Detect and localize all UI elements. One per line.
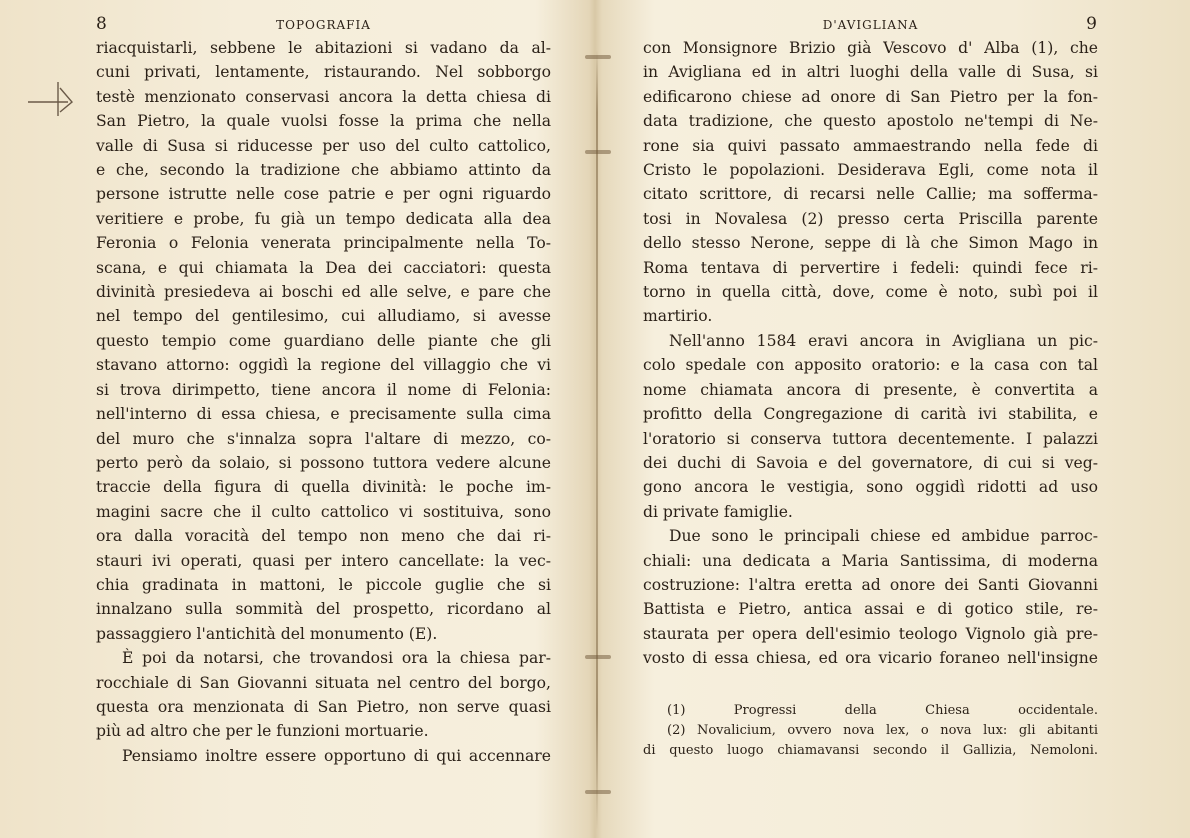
text-line: Pensiamo inoltre essere opportuno di qui accennare — [122, 746, 551, 765]
binding-stitch — [585, 55, 611, 59]
page-number: 8 — [96, 14, 108, 34]
text-line: edificarono chiese ad onore di San Pietro per la fon- — [643, 87, 1098, 106]
text-line: nell'interno di essa chiesa, e precisamente sulla cima — [96, 405, 551, 424]
text-line: rone sia quivi passato ammaestrando nella fede di — [643, 136, 1098, 155]
text-line: stauri ivi operati, quasi per intero cancellate: la vec- — [96, 551, 551, 570]
text-line: chiali: una dedicata a Maria Santissima, di moderna — [643, 551, 1098, 570]
text-line: divinità presiedeva ai boschi ed alle selve, e pare che — [96, 283, 551, 302]
left-page-body — [96, 36, 551, 768]
running-head: D'AVIGLIANA — [822, 18, 919, 32]
text-line: dei duchi di Savoia e del governatore, di cui si veg- — [643, 453, 1098, 472]
text-line: riacquistarli, sebbene le abitazioni si vadano da al- — [96, 39, 551, 57]
text-line: con Monsignore Brizio già Vescovo d' Alba (1), che — [643, 39, 1098, 57]
page-number: 9 — [1086, 14, 1098, 34]
text-line: Due sono le principali chiese ed ambidue parroc- — [669, 527, 1098, 546]
text-line: più ad altro che per le funzioni mortuarie. — [96, 722, 429, 741]
text-line: questa ora menzionata di San Pietro, non serve quasi — [96, 697, 551, 716]
text-line: nel tempo del gentilesimo, cui alludiamo, si avesse — [96, 307, 551, 326]
text-line: chia gradinata in mattoni, le piccole guglie che si — [96, 575, 551, 594]
text-line: tosi in Novalesa (2) presso certa Priscilla parente — [643, 209, 1098, 228]
right-page-header — [643, 14, 1098, 36]
text-line: traccie della figura di quella divinità: le poche im- — [96, 478, 551, 497]
text-line: passaggiero l'antichità del monumento (E). — [96, 624, 438, 643]
text-line: Feronia o Felonia venerata principalmente nella To- — [96, 234, 551, 253]
text-line: Battista e Pietro, antica assai e di gotico stile, re- — [643, 600, 1098, 619]
text-line: costruzione: l'altra eretta ad onore dei Santi Giovanni — [643, 575, 1098, 594]
text-line: Roma tentava di pervertire i fedeli: quindi fece ri- — [643, 258, 1098, 277]
text-line: ora dalla voracità del tempo non meno che dai ri- — [96, 527, 551, 546]
text-line: si trova dirimpetto, tiene ancora il nome di Felonia: — [96, 380, 551, 399]
binding-stitch — [585, 790, 611, 794]
text-line: cuni privati, lentamente, ristaurando. Nel sobborgo — [96, 63, 551, 82]
left-page — [96, 14, 551, 768]
binding-thread — [596, 50, 598, 830]
text-line: magini sacre che il culto cattolico vi sostituiva, sono — [96, 502, 551, 521]
running-head: TOPOGRAFIA — [276, 18, 371, 32]
text-line: martirio. — [643, 307, 713, 326]
text-line: questo tempio come guardiano delle piante che gli — [96, 331, 551, 350]
text-line: citato scrittore, di recarsi nelle Callie; ma soffermа- — [643, 185, 1098, 204]
text-line: gono ancora le vestigia, sono oggidì ridotti ad uso — [643, 478, 1098, 497]
text-line: stavano attorno: oggidì la regione del villaggio che vi — [96, 356, 551, 375]
text-line: nome chiamata ancora di presente, è convertita a — [643, 380, 1098, 399]
text-line: È poi da notarsi, che trovandosi ora la chiesa par- — [122, 649, 551, 668]
text-line: testè menzionato conservasi ancora la detta chiesa di — [96, 87, 551, 106]
text-line: del muro che s'innalza sopra l'altare di mezzo, co- — [96, 429, 551, 448]
text-line: San Pietro, la quale vuolsi fosse la prima che nella — [96, 112, 551, 131]
right-page-body — [643, 36, 1098, 671]
binding-stitch — [585, 150, 611, 154]
text-line: Cristo le popolazioni. Desiderava Egli, come nota il — [643, 161, 1098, 180]
text-line: veritiere e probe, fu già un tempo dedicata alla dea — [96, 209, 551, 228]
text-line: scana, e qui chiamata la Dea dei cacciatori: questa — [96, 258, 551, 277]
footnote: di questo luogo chiamavansi secondo il Gallizia, Nemoloni. — [643, 742, 1098, 758]
text-line: staurata per opera dell'esimio teologo Vignolo già pre- — [643, 624, 1098, 643]
text-line: innalzano sulla sommità del prospetto, ricordano al — [96, 600, 551, 619]
footnote: (1) Progressi della Chiesa occidentale. — [667, 702, 1098, 718]
text-line: vosto di essa chiesa, ed ora vicario foraneo nell'insigne — [643, 649, 1098, 668]
text-line: di private famiglie. — [643, 502, 793, 521]
binding-stitch — [585, 655, 611, 659]
text-line: profitto della Congregazione di carità ivi stabilita, e — [643, 405, 1098, 424]
text-line: torno in quella città, dove, come è noto, subì poi il — [643, 283, 1098, 302]
text-line: in Avigliana ed in altri luoghi della valle di Susa, si — [643, 63, 1098, 82]
text-line: l'oratorio si conserva tuttora decentemente. I palazzi — [643, 429, 1098, 448]
right-page — [643, 14, 1098, 761]
text-line: persone istrutte nelle cose patrie e per ogni riguardo — [96, 185, 551, 204]
text-line: rocchiale di San Giovanni situata nel centro del borgo, — [96, 673, 551, 692]
footnotes — [643, 701, 1098, 761]
text-line: valle di Susa si riducesse per uso del culto cattolico, — [96, 136, 551, 155]
text-line: colo spedale con apposito oratorio: e la casa con tal — [643, 356, 1098, 375]
text-line: data tradizione, che questo apostolo ne'tempi di Ne- — [643, 112, 1098, 131]
footnote: (2) Novalicium, ovvero nova lex, o nova lux: gli abitanti — [667, 722, 1098, 738]
left-page-header — [96, 14, 551, 36]
text-line: dello stesso Nerone, seppe di là che Simon Mago in — [643, 234, 1098, 253]
pencil-mark-icon — [28, 78, 88, 118]
text-line: perto però da solaio, si possono tuttora vedere alcune — [96, 453, 551, 472]
text-line: e che, secondo la tradizione che abbiamo attinto da — [96, 161, 551, 180]
text-line: Nell'anno 1584 eravi ancora in Avigliana un pic- — [669, 331, 1098, 350]
